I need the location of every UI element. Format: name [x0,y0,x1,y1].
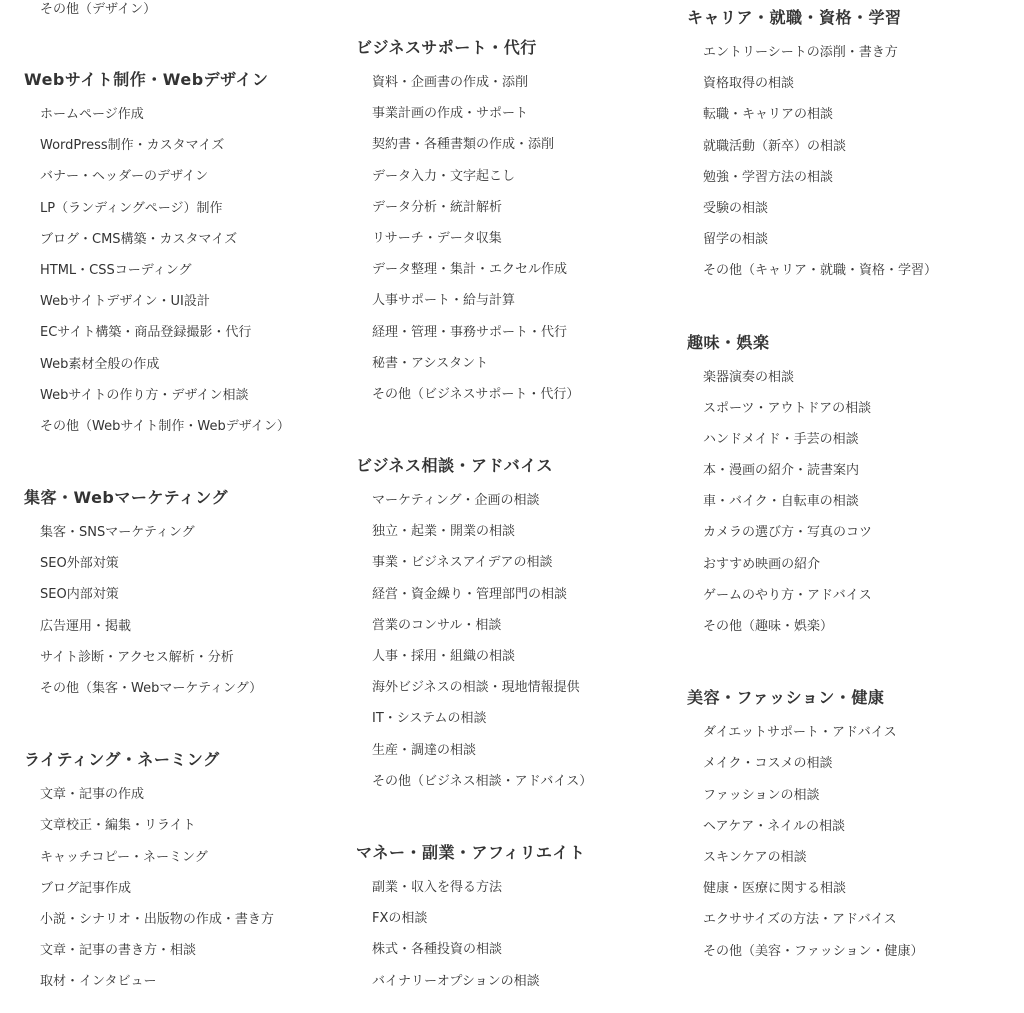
category-link[interactable]: 集客・SNSマーケティング [40,525,195,541]
category-link[interactable]: スポーツ・アウトドアの相談 [703,400,872,416]
category-link[interactable]: 取材・インタビュー [40,974,157,990]
category-link[interactable]: SEO内部対策 [40,587,119,603]
category-link[interactable]: キャッチコピー・ネーミング [40,849,208,865]
category-link[interactable]: リサーチ・データ収集 [372,230,502,246]
category-list [24,99,324,442]
category-link[interactable]: ファッションの相談 [703,787,820,803]
category-link[interactable]: 本・漫画の紹介・読書案内 [703,463,860,479]
category-section-money [356,841,656,997]
category-section-career [687,6,1007,287]
category-link[interactable]: 就職活動（新卒）の相談 [703,138,847,154]
category-link[interactable]: サイト診断・アクセス解析・分析 [40,649,234,665]
category-link[interactable]: 人事サポート・給与計算 [372,293,516,309]
category-link[interactable]: 生産・調達の相談 [372,742,477,758]
category-link[interactable]: データ分析・統計解析 [372,199,503,215]
category-link[interactable]: その他（趣味・娯楽） [703,619,834,634]
category-link[interactable]: おすすめ映画の紹介 [703,556,821,572]
category-link[interactable]: 文章校正・編集・リライト [40,818,196,834]
category-column-1 [24,0,324,998]
category-link[interactable]: その他（キャリア・就職・資格・学習） [703,263,938,279]
category-link[interactable]: データ入力・文字起こし [372,168,516,184]
category-link[interactable]: その他（集客・Webマーケティング） [40,681,263,696]
category-link[interactable]: Webサイトデザイン・UI設計 [40,294,210,310]
category-list [356,485,656,797]
category-link[interactable]: マーケティング・企画の相談 [372,493,540,509]
section-title[interactable]: 集客・Webマーケティング [24,488,228,508]
category-link[interactable]: バナー・ヘッダーのデザイン [40,169,209,185]
category-column-3 [687,0,1007,967]
category-link[interactable]: WordPress制作・カスタマイズ [40,138,225,154]
category-link[interactable]: 海外ビジネスの相談・現地情報提供 [372,680,580,696]
section-title[interactable]: Webサイト制作・Webデザイン [24,70,269,89]
category-link[interactable]: 受験の相談 [703,200,769,216]
category-link[interactable]: 営業のコンサル・相談 [372,617,502,633]
category-link[interactable]: SEO外部対策 [40,556,119,572]
category-link[interactable]: ホームページ作成 [40,107,144,122]
category-section-writing [24,748,324,997]
category-link[interactable]: ECサイト構築・商品登録撮影・代行 [40,325,252,341]
category-link[interactable]: その他（Webサイト制作・Webデザイン） [40,418,290,434]
section-title[interactable]: マネー・副業・アフィリエイト [356,842,586,862]
section-title[interactable]: キャリア・就職・資格・学習 [687,8,902,27]
section-title[interactable]: ビジネス相談・アドバイス [356,456,554,476]
category-link[interactable]: ブログ・CMS構築・カスタマイズ [40,231,238,247]
category-list [687,362,1007,643]
category-link[interactable]: 事業・ビジネスアイデアの相談 [372,555,553,571]
category-link[interactable]: スキンケアの相談 [703,849,807,865]
category-section-beauty [687,686,1007,967]
category-link[interactable]: 契約書・各種書類の作成・添削 [372,137,555,153]
category-link[interactable]: エントリーシートの添削・書き方 [703,45,898,60]
category-link[interactable]: その他（デザイン） [40,2,157,17]
category-link[interactable]: LP（ランディングページ）制作 [40,200,223,216]
category-list [687,37,1007,287]
category-link[interactable]: ヘアケア・ネイルの相談 [703,818,845,834]
category-link[interactable]: 車・バイク・自転車の相談 [703,494,859,510]
section-title[interactable]: ビジネスサポート・代行 [356,38,537,57]
category-section-web [24,68,324,442]
section-title[interactable]: 趣味・娯楽 [687,332,770,352]
category-list [356,67,656,410]
category-link[interactable]: 健康・医療に関する相談 [703,881,847,897]
category-link[interactable]: 留学の相談 [703,232,769,248]
category-link[interactable]: 株式・各種投資の相談 [372,942,503,958]
category-link[interactable]: ブログ記事作成 [40,880,132,896]
category-section-marketing [24,486,324,704]
category-link[interactable]: その他（美容・ファッション・健康） [703,943,924,959]
category-link[interactable]: 文章・記事の作成 [40,787,145,803]
category-list [687,717,1007,967]
category-column-2 [356,0,656,997]
category-link[interactable]: 副業・収入を得る方法 [372,879,503,895]
category-link[interactable]: 楽器演奏の相談 [703,369,795,385]
category-link[interactable]: FXの相談 [372,911,428,927]
category-link[interactable]: 資料・企画書の作成・添削 [372,75,529,90]
category-link[interactable]: ハンドメイド・手芸の相談 [703,431,859,447]
category-list [356,872,656,997]
category-link[interactable]: 人事・採用・組織の相談 [372,649,516,664]
category-link[interactable]: 経営・資金繰り・管理部門の相談 [372,586,568,602]
category-link[interactable]: ゲームのやり方・アドバイス [703,587,872,603]
category-section-hobby [687,331,1007,643]
category-section-biz-support [356,36,656,410]
category-link[interactable]: 事業計画の作成・サポート [372,106,529,122]
category-link[interactable]: 転職・キャリアの相談 [703,107,834,123]
category-link[interactable]: 経理・管理・事務サポート・代行 [372,324,568,340]
category-link[interactable]: バイナリーオプションの相談 [372,973,540,989]
category-section-biz-consult [356,454,656,797]
category-link[interactable]: データ整理・集計・エクセル作成 [372,262,568,278]
section-title[interactable]: ライティング・ネーミング [24,750,220,770]
category-list [24,779,324,997]
category-link[interactable]: その他（ビジネスサポート・代行） [372,386,580,402]
section-title[interactable]: 美容・ファッション・健康 [687,688,885,708]
category-link[interactable]: Webサイトの作り方・デザイン相談 [40,387,249,403]
category-link[interactable]: 勉強・学習方法の相談 [703,169,834,185]
category-link[interactable]: 文章・記事の書き方・相談 [40,943,197,959]
category-link[interactable]: 広告運用・掲載 [40,618,132,634]
category-link[interactable]: IT・システムの相談 [372,711,487,727]
category-link[interactable]: HTML・CSSコーディング [40,262,192,278]
category-list [24,517,324,704]
category-link[interactable]: 資格取得の相談 [703,76,795,92]
category-link[interactable]: エクササイズの方法・アドバイス [703,912,897,928]
category-link[interactable]: ダイエットサポート・アドバイス [703,725,897,741]
category-link[interactable]: カメラの選び方・写真のコツ [703,525,873,541]
category-link[interactable]: 小説・シナリオ・出版物の作成・書き方 [40,911,274,927]
category-link[interactable]: Web素材全般の作成 [40,356,160,372]
category-link[interactable]: 独立・起業・開業の相談 [372,524,516,540]
category-link[interactable]: その他（ビジネス相談・アドバイス） [372,773,593,789]
category-link[interactable]: メイク・コスメの相談 [703,756,833,772]
category-link[interactable]: 秘書・アシスタント [372,355,489,371]
